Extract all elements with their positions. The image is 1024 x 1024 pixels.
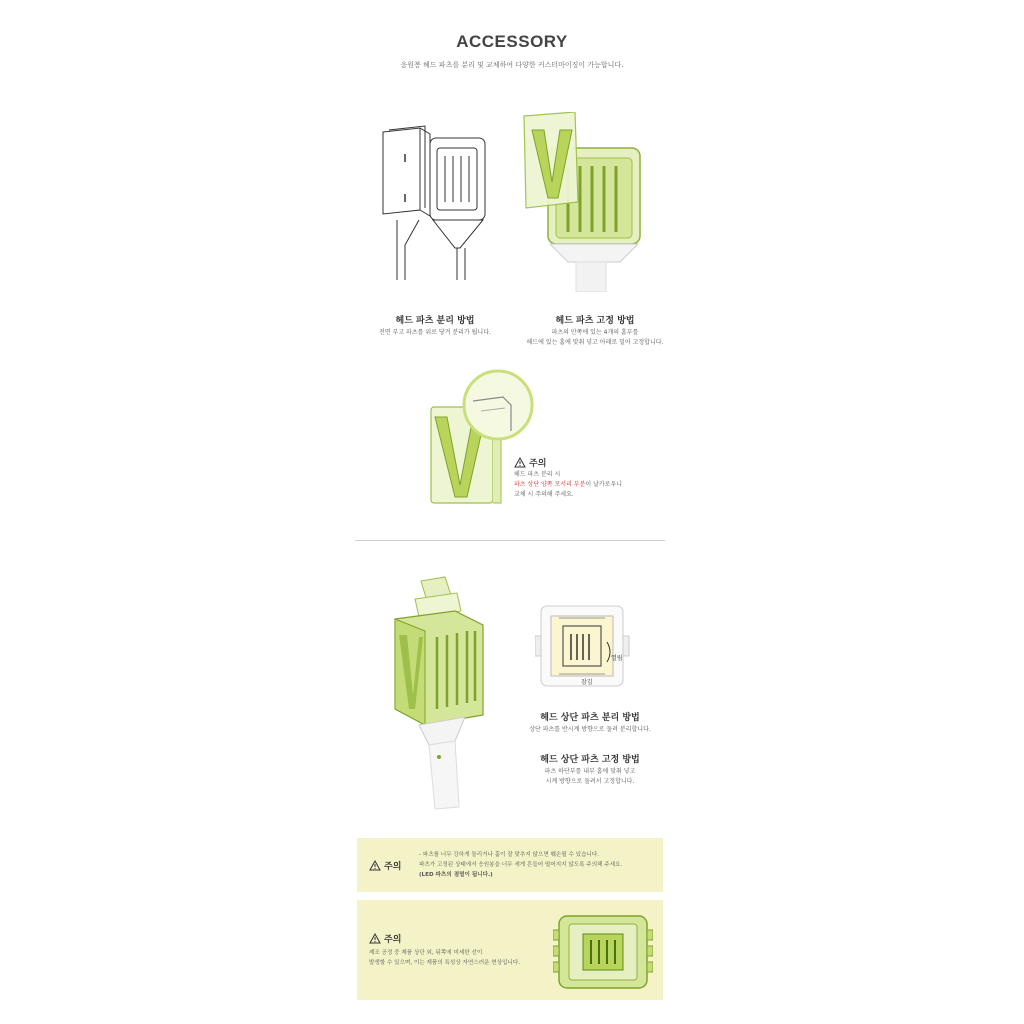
lightstick-green-head	[520, 112, 650, 292]
page-title: ACCESSORY	[456, 32, 568, 51]
caution-text-1: 헤드 파츠 분리 시 파츠 상단 양쪽 모서리 부분이 날카로우니 교체 시 주의해 주세요.	[514, 471, 623, 498]
page-subtitle: 응원봉 헤드 파츠를 분리 및 교체하여 다양한 커스터마이징이 가능합니다.	[400, 61, 624, 69]
caution-heading-1: 주의	[514, 456, 546, 469]
attach-method-title: 헤드 파츠 고정 방법	[555, 316, 635, 326]
top-part-rotation-diagram	[535, 602, 630, 692]
top-attach-title: 헤드 상단 파츠 고정 방법	[540, 755, 640, 765]
unlock-label: 열림	[611, 655, 623, 662]
attach-method-text: 파츠의 안쪽에 있는 4개의 홈부를 헤드에 있는 홈에 맞춰 넣고 아래로 밀어 고정합니다.	[526, 329, 664, 346]
notice-2-heading: 주의	[369, 932, 401, 945]
warning-triangle-icon	[369, 933, 381, 944]
lightstick-line-drawing	[375, 120, 495, 290]
top-view-product-image	[553, 912, 653, 992]
notice-1-text: - 파츠를 너무 강하게 돌리거나 홈이 잘 맞추지 않으면 훼손될 수 있습니다. 파츠가 고정된 상태에서 응원봉을 너무 세게 흔들어 떨어지지 않도록 주의해 주세요. (LED 파츠의 점멸이 됩니다.)	[419, 852, 623, 878]
notice-box-1	[357, 838, 663, 892]
detach-method-title: 헤드 파츠 분리 방법	[395, 316, 475, 326]
notice-2-text: 제조 공정 중 제품 상단 외, 뒤쪽에 미세한 선이 발생할 수 있으며, 이는 제품의 특성상 자연스러운 현상입니다.	[369, 950, 521, 966]
warning-triangle-icon	[369, 860, 381, 871]
top-detach-text: 상단 파츠를 반시계 방향으로 돌려 분리합니다.	[529, 726, 651, 733]
warning-triangle-icon	[514, 457, 526, 468]
lock-label: 잠김	[581, 679, 593, 686]
notice-box-2	[357, 900, 663, 1000]
lightstick-full-image	[385, 575, 490, 810]
top-detach-title: 헤드 상단 파츠 분리 방법	[540, 713, 640, 723]
top-attach-text: 파츠 하단부를 내부 홈에 맞춰 넣고 시계 방향으로 돌려서 고정합니다.	[544, 768, 636, 785]
detach-method-text: 전면 부고 파츠를 위로 당겨 분리가 됩니다.	[379, 329, 491, 336]
notice-1-heading: 주의	[369, 859, 401, 872]
section-divider	[355, 540, 665, 541]
